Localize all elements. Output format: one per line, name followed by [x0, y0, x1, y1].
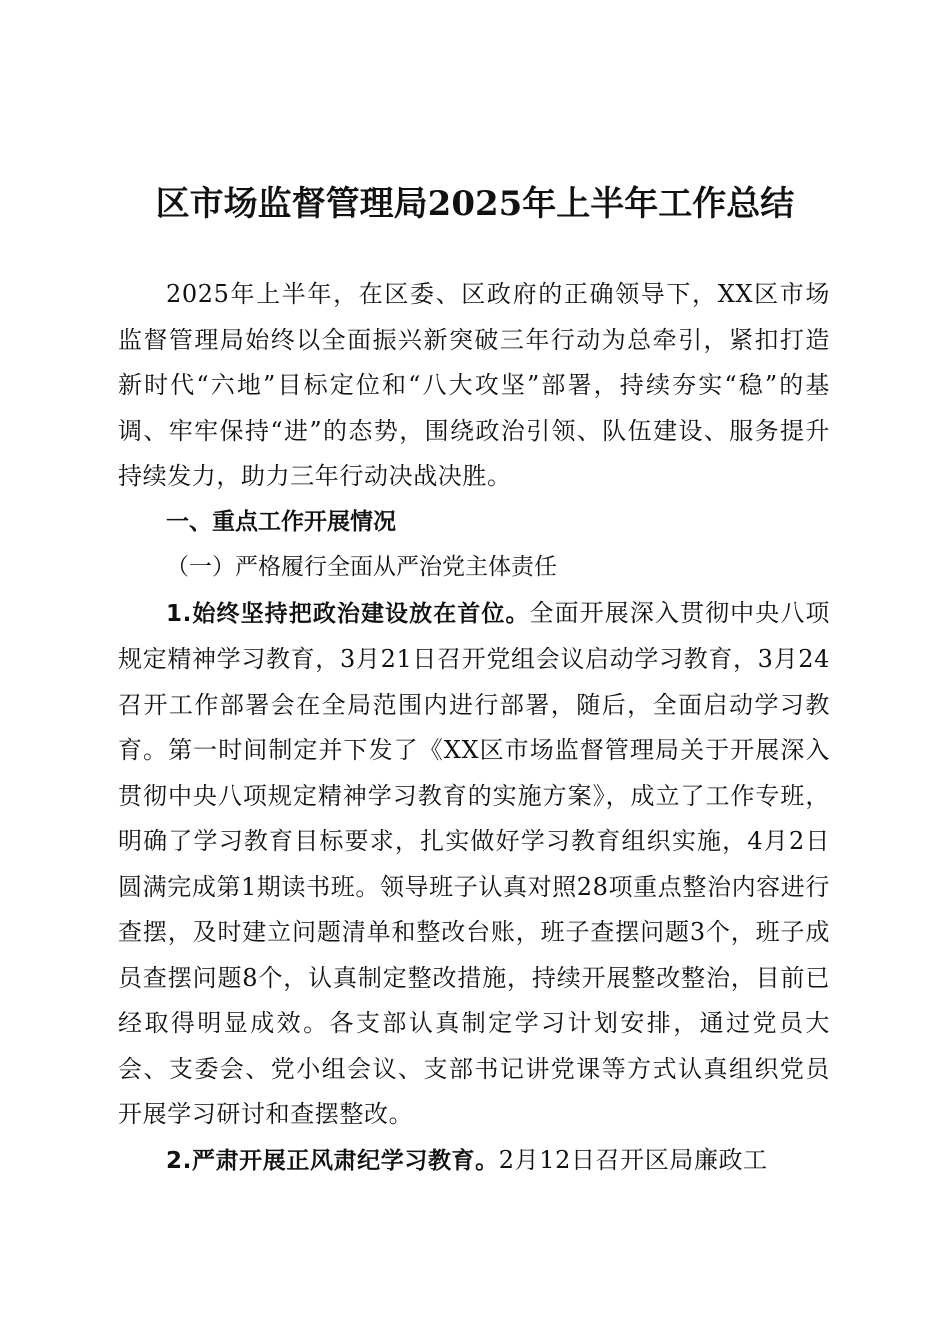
item-text-2: 2月12日召开区局廉政工	[498, 1145, 768, 1174]
intro-paragraph: 2025年上半年，在区委、区政府的正确领导下，XX区市场监督管理局始终以全面振兴新突破三年行动为总牵引，紧扣打造新时代“六地”目标定位和“八大攻坚”部署，持续夯实“稳”的基调、牢牢保持“进”的态势，围绕政治引领、队伍建设、服务提升持续发力，助力三年行动决战决胜。	[118, 280, 830, 490]
subsection-heading: （一）严格履行全面从严治党主体责任	[166, 554, 557, 580]
item-lead-1: 1.始终坚持把政治建设放在首位。	[166, 600, 530, 627]
item-lead-2: 2.严肃开展正风肃纪学习教育。	[166, 1147, 499, 1174]
document-body	[118, 272, 830, 1184]
item-text-1: 全面开展深入贯彻中央八项规定精神学习教育，3月21日召开党组会议启动学习教育，3月24召开工作部署会在全局范围内进行部署，随后，全面启动学习教育。第一时间制定并下发了《XX区市场监督管理局关于开展深入贯彻中央八项规定精神学习教育的实施方案》，成立了工作专班，明确了学习教育目标要求，扎实做好学习教育组织实施，4月2日圆满完成第1期读书班。领导班子认真对照28项重点整治内容进行查摆，及时建立问题清单和整改台账，班子查摆问题3个，班子成员查摆问题8个，认真制定整改措施，持续开展整改整治，目前已经取得明显成效。各支部认真制定学习计划安排，通过党员大会、支委会、党小组会议、支部书记讲党课等方式认真组织党员开展学习研讨和查摆整改。	[118, 598, 830, 1128]
document-title: 区市场监督管理局2025年上半年工作总结	[155, 184, 795, 224]
item-paragraph-1	[118, 591, 830, 1138]
section-heading: 一、重点工作开展情况	[166, 508, 396, 535]
item-paragraph-2	[118, 1138, 830, 1185]
